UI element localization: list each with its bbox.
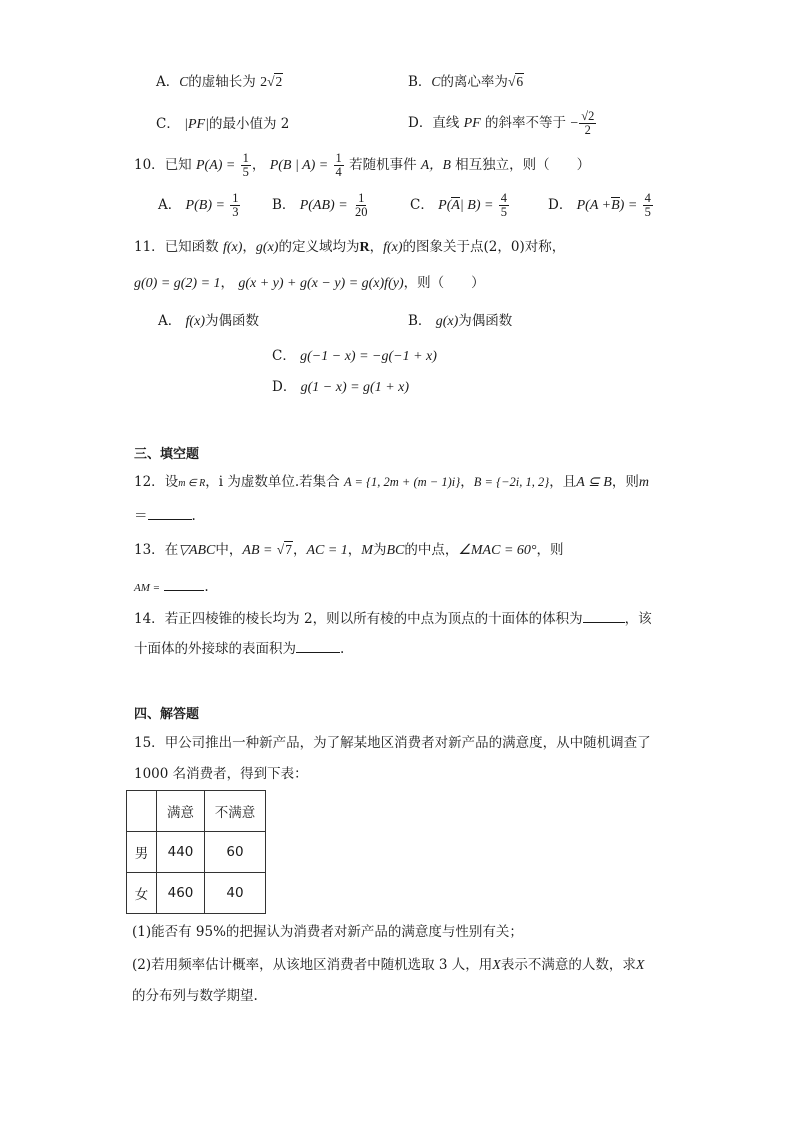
table-row (127, 832, 266, 873)
fraction (643, 192, 653, 219)
q10-option-d[interactable] (548, 188, 654, 223)
question-text: 为 (372, 542, 387, 558)
math-expr: f(x) (222, 240, 243, 255)
math-sign: − (570, 116, 579, 131)
math-expr (577, 197, 638, 213)
q15-stem-line2: 1000 名消费者，得到下表： (134, 766, 308, 782)
math-expr: AM = (134, 582, 161, 594)
option-letter: A． (156, 74, 180, 90)
q10-stem: 10．已知 P(A) = $\frac{1}{5}$ ， P(B | A) = $\frac{1}{4}$ 若随机事件 A，B 相互独立，则（ ） (134, 151, 591, 179)
question-text: 相互独立，则（ ） (455, 157, 591, 173)
punctuation: . (204, 579, 209, 595)
math-expr: AB = (242, 543, 273, 558)
math-expr: g(−1 − x) = −g(−1 + x) (300, 349, 437, 364)
complement-var: A (451, 198, 460, 213)
question-text: 中， (215, 542, 243, 558)
math-part: | B) = (459, 198, 494, 213)
numerator: 1 (242, 151, 249, 165)
fraction (230, 192, 240, 219)
math-expr: P(A) = (195, 158, 236, 173)
q11-option-d[interactable] (272, 377, 409, 398)
math-expr: P(AB) = (299, 198, 348, 213)
math-expr: B = {−2i, 1, 2} (473, 475, 550, 489)
sqrt-expr: √2 (267, 74, 283, 89)
math-expr: P(B) = (185, 198, 225, 213)
denominator: 5 (500, 205, 507, 219)
math-expr: g(x) (255, 240, 279, 255)
math-expr: g(0) = g(2) = 1 (134, 276, 221, 291)
q9-option-c[interactable] (156, 114, 289, 135)
q13-stem-line2 (134, 577, 209, 598)
denominator: 20 (354, 205, 368, 219)
fraction (353, 192, 370, 219)
math-part: ) = (619, 198, 638, 213)
question-text: 若随机事件 (349, 157, 417, 173)
numerator: 1 (335, 151, 342, 165)
option-letter: A． (158, 197, 182, 213)
q9-option-a[interactable] (156, 72, 283, 93)
math-expr: f(x) (185, 314, 205, 329)
math-coef: 2 (260, 75, 268, 90)
option-letter: C． (272, 348, 296, 364)
separator: ， (460, 474, 474, 490)
radicand: 2 (275, 74, 283, 89)
sqrt-expr: √6 (507, 74, 524, 89)
answer-blank[interactable] (148, 519, 192, 520)
question-text: 甲公司推出一种新产品，为了解某地区消费者对新产品的满意度，从中随机调查了 (164, 735, 651, 751)
radicand: 6 (516, 74, 524, 89)
answer-blank-volume[interactable] (583, 622, 625, 623)
option-letter: D． (548, 197, 573, 213)
question-number: 15． (134, 735, 165, 751)
table-header-cell (127, 791, 157, 832)
q11-option-c[interactable] (272, 346, 437, 367)
q10-option-a[interactable] (158, 188, 241, 223)
math-expr: m ∈ R (178, 478, 206, 489)
option-text: 的虚轴长为 (188, 74, 256, 90)
table-row (127, 873, 266, 914)
question-text: 的图象关于点(2，0)对称， (402, 239, 566, 255)
math-var: C (431, 74, 441, 89)
complement-var: B (611, 198, 620, 213)
table-header-cell: 满意 (157, 791, 205, 832)
option-letter: C． (410, 197, 434, 213)
q11-stem-line1: 11．已知函数 f(x)，g(x)的定义域均为R，f(x)的图象关于点(2，0)对称， (134, 239, 566, 255)
option-text: 的斜率不等于 (485, 115, 567, 131)
math-expr: AC = 1 (306, 543, 348, 558)
radicand: 7 (285, 542, 292, 557)
question-text: 已知函数 (164, 239, 219, 255)
punctuation: . (191, 508, 196, 524)
numerator: √2 (581, 109, 595, 123)
table-cell: 60 (205, 832, 266, 873)
option-text: 为偶函数 (458, 313, 513, 329)
numerator: 4 (644, 191, 651, 205)
question-text: ，则 (536, 542, 564, 558)
option-letter: A． (158, 313, 182, 329)
question-text: ，则 (611, 474, 639, 490)
fraction (334, 152, 344, 179)
separator: ， (347, 542, 362, 558)
q10-option-b[interactable] (272, 188, 370, 223)
q12-stem-line2 (134, 506, 196, 526)
math-var: M (361, 543, 373, 558)
question-text: 十面体的外接球的表面积为 (134, 641, 296, 657)
denominator: 4 (335, 165, 342, 179)
q14-stem-line1 (134, 609, 652, 629)
math-expr: A = {1, 2m + (m − 1)i} (343, 475, 461, 489)
table-header-row (127, 791, 266, 832)
q13-stem-line1 (134, 540, 564, 561)
section-title-fill-in: 三、填空题 (134, 447, 200, 462)
section-title-solution: 四、解答题 (134, 707, 200, 722)
fraction (499, 192, 509, 219)
q15-part2-line1 (132, 955, 644, 976)
option-letter: D． (272, 379, 297, 395)
q15-stem-line1 (134, 733, 651, 753)
sqrt-expr: √7 (276, 542, 292, 557)
math-sign: ＝ (134, 508, 148, 524)
numerator: 4 (500, 191, 507, 205)
math-expr (438, 197, 493, 213)
table-cell: 男 (127, 832, 157, 873)
table-cell: 40 (205, 873, 266, 914)
q15-part2-line2: 的分布列与数学期望. (132, 988, 258, 1004)
math-expr: ▽ABC (178, 543, 216, 558)
math-var: m (638, 475, 649, 490)
denominator: 2 (584, 123, 591, 137)
answer-blank[interactable] (164, 590, 204, 591)
q12-stem-line1 (134, 472, 649, 494)
math-part: P( (438, 198, 452, 213)
math-expr: f(x) (383, 240, 403, 255)
table-cell: 440 (157, 832, 205, 873)
table-header-cell: 不满意 (205, 791, 266, 832)
math-expr: g(x) (435, 314, 459, 329)
math-part: P(A + (576, 198, 612, 213)
table-cell: 女 (127, 873, 157, 914)
math-var: X (492, 958, 501, 973)
question-text: ，则（ ） (403, 275, 485, 291)
math-expr: |PF| (184, 117, 209, 132)
math-expr: A ⊆ B (576, 475, 612, 490)
separator: ， (292, 542, 307, 558)
option-letter: B． (408, 313, 432, 329)
option-text: 直线 (432, 115, 460, 131)
q11-stem-line2: g(0) = g(2) = 1， g(x + y) + g(x − y) = g(x)f(y)，则（ ） (134, 275, 485, 291)
math-var: A，B (420, 157, 451, 172)
math-var: PF (463, 116, 481, 131)
math-expr: g(1 − x) = g(1 + x) (300, 380, 410, 395)
question-text: 的定义域均为 (278, 239, 360, 255)
numerator: 1 (232, 191, 239, 205)
question-text: 已知 (164, 157, 192, 173)
denominator: 5 (644, 205, 651, 219)
math-expr: g(x + y) + g(x − y) = g(x)f(y) (238, 276, 404, 291)
question-number: 14． (134, 611, 165, 627)
question-text: ，i 为虚数单位.若集合 (205, 474, 340, 490)
question-text: 设 (164, 474, 179, 490)
q11-option-b[interactable] (408, 311, 512, 332)
question-text: 在 (164, 542, 179, 558)
q9-option-d[interactable] (408, 106, 597, 141)
q10-option-c[interactable] (410, 188, 510, 223)
fraction (579, 110, 596, 137)
q15-part1: (1)能否有 95%的把握认为消费者对新产品的满意度与性别有关； (132, 924, 523, 940)
q11-option-a[interactable] (158, 311, 259, 332)
math-expr: P(B | A) = (269, 158, 329, 173)
fraction (241, 152, 251, 179)
denominator: 3 (232, 205, 239, 219)
question-text: ，且 (549, 474, 577, 490)
option-letter: D． (408, 115, 433, 131)
question-text: 表示不满意的人数，求 (500, 957, 636, 973)
question-text: 的中点， (404, 542, 459, 558)
q9-option-b[interactable] (408, 72, 524, 92)
math-set: R (359, 240, 370, 255)
math-expr: ∠MAC = 60° (458, 543, 537, 558)
option-text: 的最小值为 2 (208, 116, 290, 132)
answer-blank-area[interactable] (296, 652, 340, 653)
punctuation: . (340, 641, 345, 657)
q14-stem-line2 (134, 639, 344, 659)
question-number: 11． (134, 239, 165, 255)
question-text: ，该 (624, 611, 652, 627)
question-number: 13． (134, 542, 165, 558)
question-text: (2)若用频率估计概率，从该地区消费者中随机选取 3 人，用 (132, 957, 493, 973)
question-text: 若正四棱锥的棱长均为 2，则以所有棱的中点为顶点的十面体的体积为 (164, 611, 583, 627)
question-number: 12． (134, 474, 165, 490)
option-text: 为偶函数 (204, 313, 259, 329)
option-letter: C． (156, 116, 180, 132)
denominator: 5 (242, 165, 249, 179)
table-cell: 460 (157, 873, 205, 914)
option-text: 的离心率为 (440, 74, 508, 90)
separator: ， (242, 239, 256, 255)
option-letter: B． (408, 74, 432, 90)
math-var: X (635, 958, 645, 973)
numerator: 1 (358, 191, 365, 205)
option-letter: B． (272, 197, 296, 213)
math-var: BC (386, 543, 405, 558)
survey-table (126, 790, 266, 914)
question-number: 10． (134, 157, 165, 173)
math-var: C (179, 74, 189, 89)
